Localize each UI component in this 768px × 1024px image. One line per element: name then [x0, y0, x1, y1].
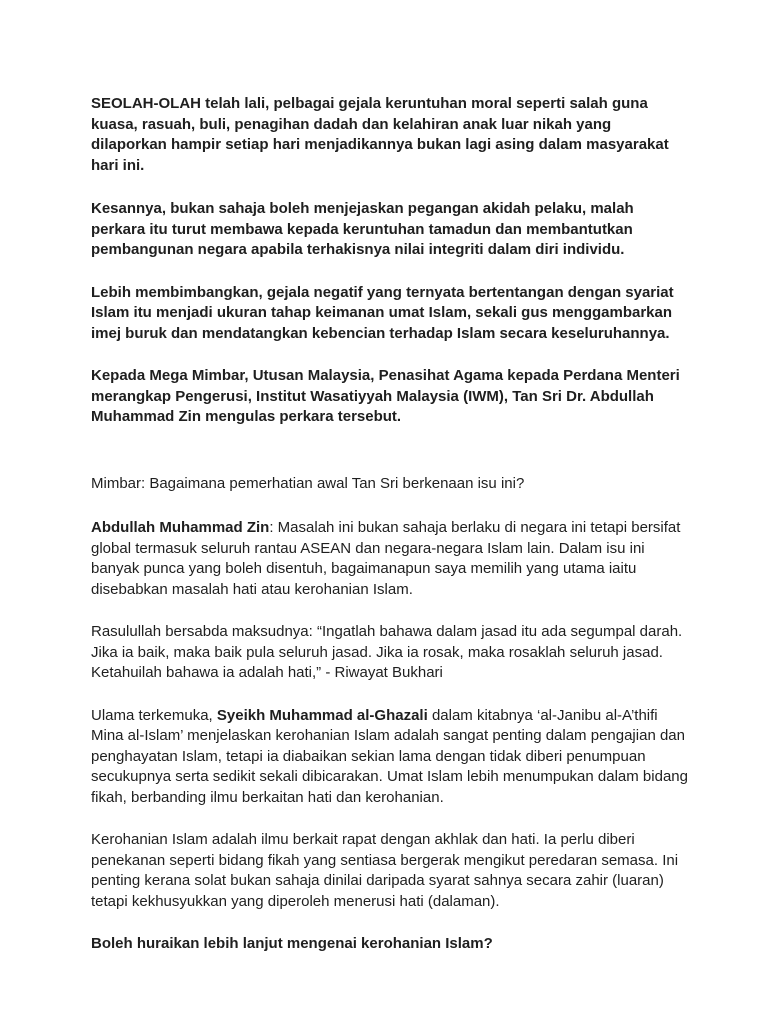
paragraph-4: Kepada Mega Mimbar, Utusan Malaysia, Penasihat Agama kepada Perdana Menteri merangkap Pengerusi, Institut Wasatiyyah Malaysia (IWM), Tan Sri Dr. Abdullah Muhammad Zin mengulas perkara tersebut.	[91, 367, 680, 425]
article-content	[91, 94, 691, 955]
paragraph-gap	[91, 261, 691, 283]
paragraph-3: Lebih membimbangkan, gejala negatif yang ternyata bertentangan dengan syariat Islam itu menjadi ukuran tahap keimanan umat Islam, sekali gus menggambarkan imej buruk dan mendatangkan kebencian terhadap Islam secara keseluruhannya.	[91, 283, 674, 342]
paragraph-gap	[91, 684, 691, 706]
paragraph-ghazali-before: Ulama terkemuka,	[91, 706, 217, 724]
paragraph-gap	[91, 494, 691, 518]
question-1: Mimbar: Bagaimana pemerhatian awal Tan Sri berkenaan isu ini?	[91, 474, 525, 492]
scholar-name: Syeikh Muhammad al-Ghazali	[216, 706, 428, 724]
answer-1	[91, 518, 691, 600]
paragraph-kerohanian: Kerohanian Islam adalah ilmu berkait rapat dengan akhlak dan hati. Ia perlu diberi penekanan seperti bidang fikah yang sentiasa bergerak mengikut peredaran semasa. Ini penting kerana solat bukan sahaja dinilai daripada syarat sahnya secara zahir (luaran) tetapi kekhusyukkan yang diperoleh menerusi hati (dalaman).	[91, 831, 679, 910]
question-2: Boleh huraikan lebih lanjut mengenai kerohanian Islam?	[91, 935, 493, 952]
paragraph-ghazali	[91, 706, 691, 809]
paragraph-ghazali-after: dalam kitabnya ‘al-Janibu al-A’thifi Mina al-Islam’ menjelaskan kerohanian Islam adalah sangat penting dalam pengajian dan penghayatan Islam, tetapi ia diabaikan sekian lama dengan tidak diberi penumpuan secukupnya serta sedikit sekali dibicarakan. Umat Islam lebih menumpukan dalam bidang fikah, berbanding ilmu berkaitan hati dan kerohanian.	[91, 706, 688, 806]
paragraph-hadith: Rasulullah bersabda maksudnya: “Ingatlah bahawa dalam jasad itu ada segumpal darah. Jika ia baik, maka baik pula seluruh jasad. Jika ia rosak, maka rosaklah seluruh jasad. Ketahuilah bahawa ia adalah hati,” - Riwayat Bukhari	[91, 623, 683, 681]
paragraph-gap	[91, 176, 691, 199]
answer-text: : Masalah ini bukan sahaja berlaku di negara ini tetapi bersifat global termasuk seluruh rantau ASEAN dan negara-negara Islam lain. Dalam isu ini banyak punca yang boleh disentuh, bagaimanapun saya memilih yang utama iaitu disebabkan masalah hati atau kerohanian Islam.	[91, 519, 681, 598]
paragraph-gap	[91, 808, 691, 830]
paragraph-2: Kesannya, bukan sahaja boleh menjejaskan pegangan akidah pelaku, malah perkara itu turut membawa kepada keruntuhan tamadun dan membantutkan pembangunan negara apabila terhakisnya nilai integriti dalam diri individu.	[91, 200, 634, 258]
paragraph-gap	[91, 912, 691, 934]
speaker-name: Abdullah Muhammad Zin	[91, 519, 270, 536]
paragraph-gap	[91, 600, 691, 622]
paragraph-gap	[91, 344, 691, 366]
paragraph-1: SEOLAH-OLAH telah lali, pelbagai gejala keruntuhan moral seperti salah guna kuasa, rasuah, buli, penagihan dadah dan kelahiran anak luar nikah yang dilaporkan hampir setiap hari menjadikannya bukan lagi asing dalam masyarakat hari ini.	[91, 95, 669, 174]
section-gap	[91, 428, 691, 474]
